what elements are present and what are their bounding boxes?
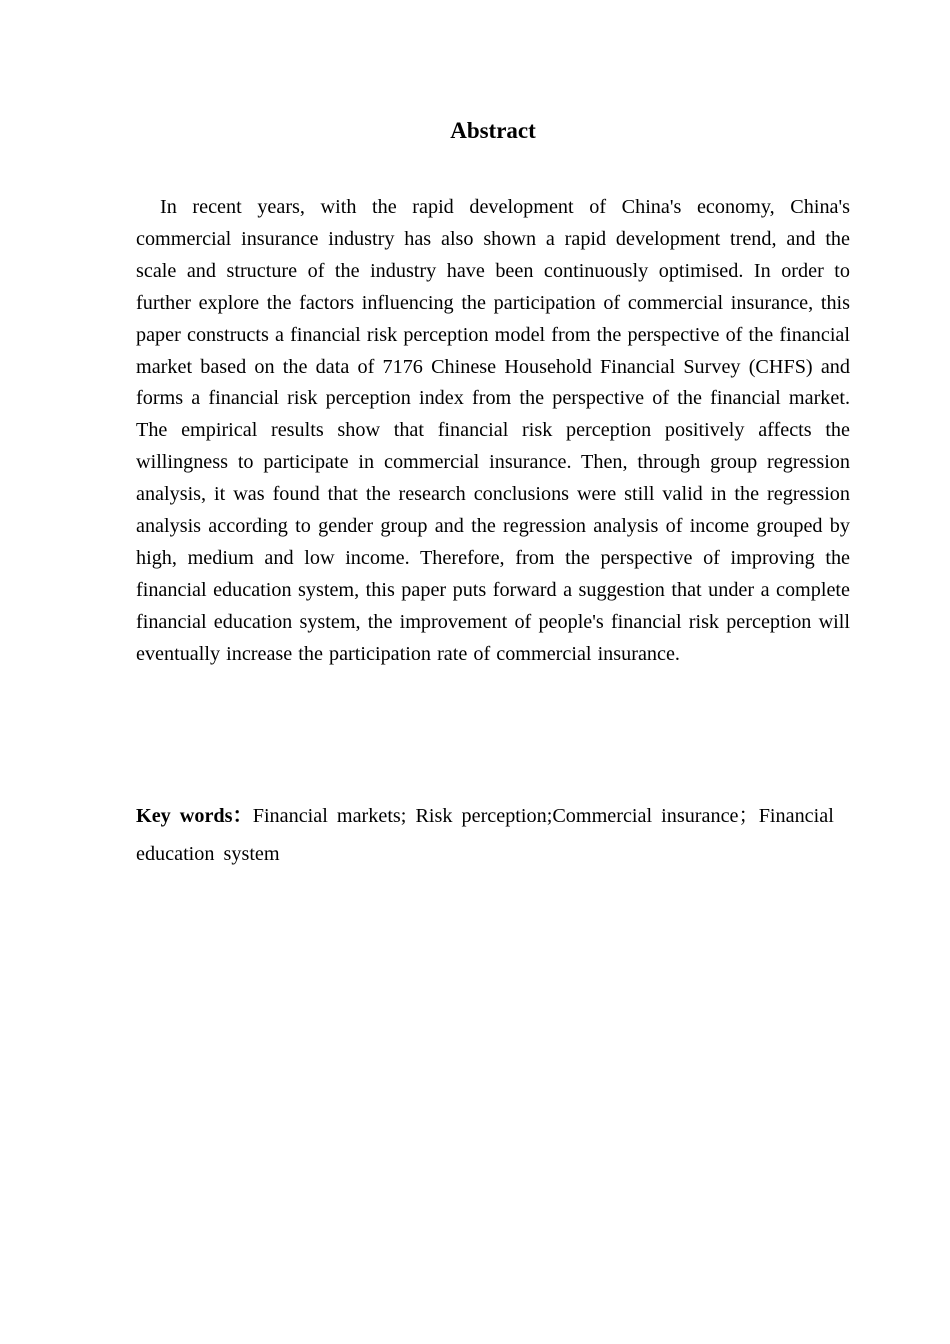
keywords-label: Key words： bbox=[136, 805, 253, 827]
keywords-text: Financial markets; Risk perception;Commercial insurance；Financial education system bbox=[136, 805, 834, 865]
abstract-title: Abstract bbox=[450, 118, 536, 143]
keywords-line bbox=[136, 797, 850, 873]
abstract-body: In recent years, with the rapid development of China's economy, China's commercial insurance industry has also shown a rapid development trend, and the scale and structure of the industry have been continuously optimised. In order to further explore the factors influencing the participation of commercial insurance, this paper constructs a financial risk perception model from the perspective of the financial market based on the data of 7176 Chinese Household Financial Survey (CHFS) and forms a financial risk perception index from the perspective of the financial market. The empirical results show that financial risk perception positively affects the willingness to participate in commercial insurance. Then, through group regression analysis, it was found that the research conclusions were still valid in the regression analysis according to gender group and the regression analysis of income grouped by high, medium and low income. Therefore, from the perspective of improving the financial education system, this paper puts forward a suggestion that under a complete financial education system, the improvement of people's financial risk perception will eventually increase the participation rate of commercial insurance. bbox=[136, 196, 850, 665]
